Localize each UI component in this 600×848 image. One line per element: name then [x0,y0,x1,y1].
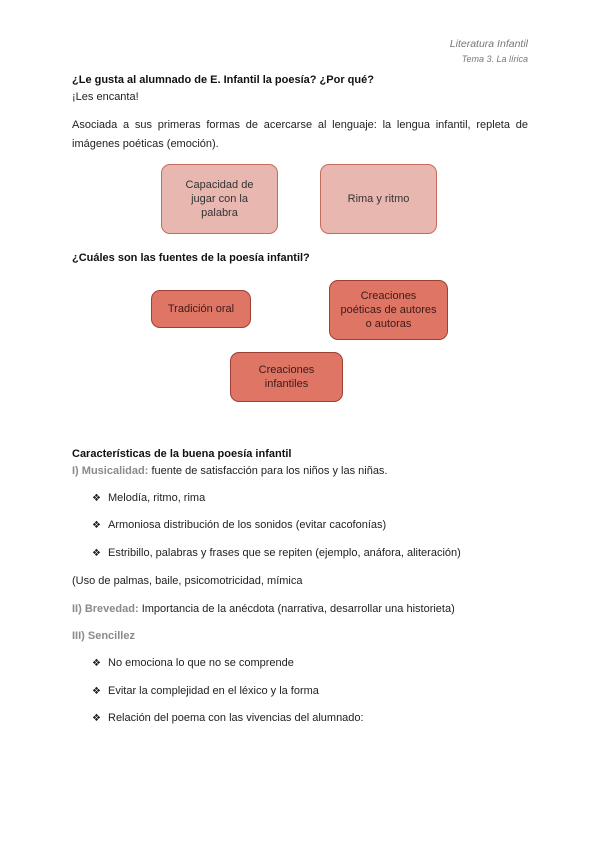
bullet-icon: ❖ [92,547,101,559]
box-tradicion-oral: Tradición oral [151,290,251,328]
box-capacidad-jugar: Capacidad de jugar con la palabra [161,164,278,234]
list-item: ❖ No emociona lo que no se comprende [92,657,294,669]
question-1: ¿Le gusta al alumnado de E. Infantil la poesía? ¿Por qué? [72,74,374,86]
musicalidad-line [72,462,388,481]
list-item: ❖ Relación del poema con las vivencias del alumnado: [92,712,364,724]
box-rima-ritmo: Rima y ritmo [320,164,437,234]
musicalidad-label: I) Musicalidad: [72,465,149,477]
sencillez-line [72,627,135,646]
list-item: ❖ Melodía, ritmo, rima [92,492,206,504]
list-item: ❖ Armoniosa distribución de los sonidos (evitar cacofonías) [92,519,387,531]
bullet-icon: ❖ [92,519,101,531]
question-2: ¿Cuáles son las fuentes de la poesía infantil? [72,252,310,264]
section-title-caracteristicas: Características de la buena poesía infantil [72,448,292,460]
bullet-icon: ❖ [92,685,101,697]
list-item: ❖ Estribillo, palabras y frases que se repiten (ejemplo, anáfora, aliteración) [92,547,461,559]
bullet-icon: ❖ [92,657,101,669]
musicalidad-note: (Uso de palmas, baile, psicomotricidad, mímica [72,575,303,587]
answer-1: ¡Les encanta! [72,91,139,103]
document-header-subtitle: Tema 3. La lírica [461,54,528,64]
document-header-title: Literatura Infantil [449,38,528,50]
box-creaciones-poeticas: Creaciones poéticas de autores o autoras [329,280,448,340]
box-creaciones-infantiles: Creaciones infantiles [230,352,343,402]
brevedad-line [72,600,455,619]
brevedad-text: Importancia de la anécdota (narrativa, desarrollar una historieta) [138,603,455,615]
musicalidad-text: fuente de satisfacción para los niños y las niñas. [148,465,388,477]
brevedad-label: II) Brevedad: [72,603,139,615]
bullet-icon: ❖ [92,492,101,504]
list-item: ❖ Evitar la complejidad en el léxico y la forma [92,685,319,697]
bullet-icon: ❖ [92,712,101,724]
sencillez-label: III) Sencillez [72,630,135,642]
paragraph-1: Asociada a sus primeras formas de acercarse al lenguaje: la lengua infantil, repleta de imágenes poéticas (emoción). [72,119,528,150]
